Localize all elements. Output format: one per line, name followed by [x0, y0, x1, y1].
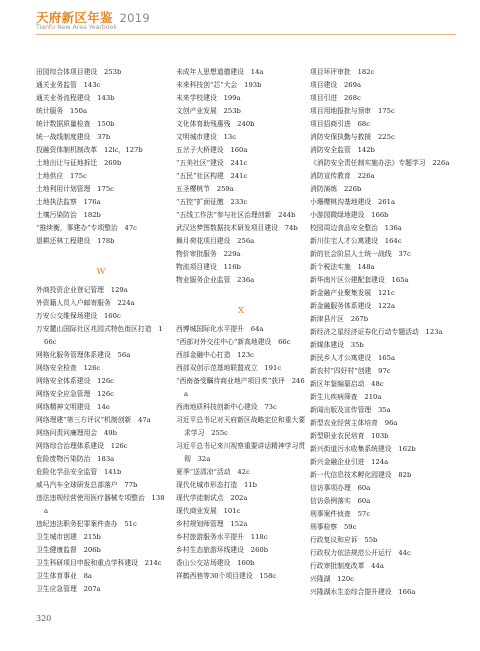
index-entry: 网络问责问廉理用会 49b [36, 429, 117, 437]
index-entry: 新型职业农民培育 103b [310, 432, 389, 440]
index-entry: “西南备受瞩待商业地产项目奖”获评 246a [176, 377, 305, 398]
index-entry: 项目环评审批 182c [310, 68, 375, 76]
page-number: 320 [36, 614, 52, 623]
index-entry: 卫生健康监督 206b [36, 546, 101, 554]
index-entry: 通关业务流程建设 143b [36, 94, 115, 102]
index-entry: 网格化服务管理体系建设 56a [36, 351, 131, 359]
index-entry: 网络安全检查 126c [36, 364, 101, 372]
index-column-3 [310, 66, 450, 599]
index-entry: 万安公交维保场建设 160c [36, 312, 121, 320]
header-rule [36, 34, 456, 35]
index-entry: 万安麓山国际社区兆园式特色街区打造 166c [36, 325, 163, 346]
running-header [36, 8, 456, 38]
index-entry: 统一战线制度建设 37b [36, 133, 111, 141]
section-spacer [36, 248, 166, 266]
index-entry: 新金融服务体系建设 122a [310, 302, 395, 310]
index-entry: 投融资体制机制改革 12lc，127b [36, 146, 143, 154]
index-entry: 项目用地报批与预审 175c [310, 107, 395, 115]
index-column-1 [36, 66, 166, 596]
index-entry: 小游园微绿地建设 166b [310, 211, 389, 219]
index-entry: 田园综合体项目建设 253b [36, 68, 122, 76]
index-entry: 卫生科研项目申报和重点学科建设 214c [36, 559, 162, 567]
index-entry: 五圣樱桃节 259a [176, 185, 234, 193]
section-spacer [176, 287, 306, 305]
index-entry: 刑事检察 59c [310, 523, 357, 531]
index-entry: 文创产业发展 253b [176, 107, 241, 115]
index-entry: 违法违规经营使用医疗器械专项整治 138a [36, 494, 165, 515]
index-entry: 新的社会阶层人士统一战线 37c [310, 250, 411, 258]
index-entry: 网络理建“第三方评议”机制创新 47a [36, 416, 151, 424]
index-entry: 西部双创示范基地联盟成立 191c [176, 364, 282, 372]
index-entry: 西部金融中心打造 123c [176, 351, 254, 359]
index-entry: 土地出让与征地拆迁 269b [36, 159, 122, 167]
index-entry: 退耕还林工程建设 178b [36, 237, 115, 245]
index-entry: 项目招商引进 68c [310, 120, 371, 128]
index-entry: 土地利用计划管理 175c [36, 185, 114, 193]
index-entry: 土地执法监察 176a [36, 198, 101, 206]
index-entry: 危险化学品安全监管 141b [36, 468, 122, 476]
index-entry: 新金融产业聚集发展 121c [310, 289, 395, 297]
index-entry: 外商投资企业登记管理 129a [36, 286, 128, 294]
index-entry: 小珊樱桃沟基地建设 261a [310, 198, 395, 206]
index-entry: 舞月荷花项目建设 256a [176, 237, 255, 245]
index-entry: 新经济之星经济证券化行动专题活动 123a [310, 328, 443, 336]
index-entry: 消防安保执勤与救援 225c [310, 133, 395, 141]
index-entry: 文化体育助残惠残 240b [176, 120, 255, 128]
index-entry: 现代商业发展 101c [176, 507, 241, 515]
index-entry: 物价审批服务 229a [176, 250, 241, 258]
index-entry: 新民乡人才公寓建设 165a [310, 354, 395, 362]
yearbook-subtitle: Tianfu New Area Yearbook [36, 24, 117, 31]
index-entry: 物业服务企业监管 236a [176, 276, 255, 284]
index-entry: 土地供应 175c [36, 172, 87, 180]
index-entry: 乡村生态旅游环线建设 260b [176, 546, 269, 554]
index-entry: 兴隆湖水生态综合提升建设 166a [310, 588, 416, 596]
index-entry: 项目引进 268c [310, 94, 361, 102]
index-entry: “五美社区”建设 241c [176, 159, 248, 167]
index-entry: 违纪违法职务犯罪案件查办 51c [36, 520, 137, 528]
index-entry: 乡村旅游服务水平提升 118c [176, 533, 268, 541]
index-entry: 夏季“送清凉”活动 42c [176, 468, 250, 476]
index-entry: 文明城市建设 13c [176, 133, 237, 141]
index-entry: 统计服务 150a [36, 107, 88, 115]
index-entry: 新型农业经营主体培育 96a [310, 419, 398, 427]
index-entry: 项目建设 269a [310, 81, 362, 89]
index-entry: 新媒体建设 35b [310, 341, 364, 349]
section-letter-heading: X [237, 306, 245, 316]
index-entry: 新区年鉴编纂启动 48c [310, 380, 384, 388]
index-entry: 西南地质科技创新中心建设 73c [176, 403, 277, 411]
index-entry: 信访事项办理 60a [310, 484, 371, 492]
index-entry: 物流项目建设 116b [176, 263, 241, 271]
yearbook-title-text: 天府新区年鉴 [36, 10, 113, 25]
index-entry: 行政复议和应诉 55b [310, 536, 378, 544]
index-entry: 祥鹤西巷等30个项目建设 158c [176, 572, 277, 580]
index-entry: 新津县片区 267b [310, 315, 369, 323]
index-entry: “五控”扩面征缴 233c [176, 198, 248, 206]
index-entry: 未来学校建设 199a [176, 94, 241, 102]
index-entry: 新个税法实施 148a [310, 263, 375, 271]
index-entry: 校园周边食品安全整治 136a [310, 224, 402, 232]
index-entry: 未成年人思想道德建设 14a [176, 68, 264, 76]
index-entry: 网络安全体系建设 126c [36, 377, 114, 385]
section-letter-heading: W [96, 267, 106, 277]
index-entry: 消防演练 226b [310, 185, 362, 193]
index-entry: 网络安全应急管理 126c [36, 390, 114, 398]
index-entry: 新兴街道污水收集系统建设 162b [310, 445, 416, 453]
yearbook-year: 2019 [119, 11, 150, 25]
index-entry: 新华南片区公建配套建设 165a [310, 276, 409, 284]
index-entry: 土壤污染防治 182b [36, 211, 101, 219]
index-entry: 新兴金融企业引进 124a [310, 458, 389, 466]
index-entry: 西博城国际化水平提升 64a [176, 325, 264, 333]
index-entry: 《消防安全责任制实施办法》专题学习 226a [310, 159, 450, 167]
index-entry: 习近平总书记对天府新区战略定位和重大要求学习 255c [176, 416, 306, 437]
index-entry: 卫生应急管理 207a [36, 585, 101, 593]
index-entry: 习近平总书记来川视察重要讲话精神学习贯彻 32a [176, 442, 306, 463]
index-entry: 五岔子大桥建设 160a [176, 146, 248, 154]
index-entry: 行政权力依法规范公开运行 44c [310, 549, 411, 557]
index-entry: 新闻出版及宣传管理 35a [310, 406, 391, 414]
index-entry: 新农村“四好村”创建 97c [310, 367, 391, 375]
index-entry: 信访条例落实 60a [310, 497, 371, 505]
index-entry: 现代化城市形态打造 11b [176, 481, 257, 489]
index-entry: 消防宣传教育 226a [310, 172, 375, 180]
index-entry: “西部对外交往中心”新高地建设 66c [176, 338, 291, 346]
index-entry: 乡村规划师管理 152a [176, 520, 248, 528]
index-entry: 新生儿疾病筛查 210a [310, 393, 382, 401]
index-entry: 外资籍人员入户邮寄服务 224a [36, 299, 135, 307]
index-entry: “五线工作法”参与社区治理创新 244b [176, 211, 296, 219]
index-entry: 网络综合治理体系建设 126c [36, 442, 128, 450]
index-entry: 消防安全监管 142b [310, 146, 375, 154]
index-entry: “推续衡，事建办”专项整治 47c [36, 224, 137, 232]
index-entry: 威马汽车全球研发总部落户 77b [36, 481, 138, 489]
index-entry: 统计数据质量检查 150b [36, 120, 115, 128]
index-entry: 卫生体育事业 8a [36, 572, 92, 580]
index-entry: 香山公交站场建设 160b [176, 559, 255, 567]
index-entry: 卫生城市创建 215b [36, 533, 101, 541]
index-column-2 [176, 66, 306, 583]
index-entry: 通关业务监管 143c [36, 81, 101, 89]
index-entry: 行政审批制度改革 44a [310, 562, 384, 570]
index-entry: 新一代信息技术孵化园建设 82b [310, 471, 412, 479]
index-entry: 危险废物污染防治 183a [36, 455, 115, 463]
index-entry: 刑事案件侦查 57c [310, 510, 371, 518]
index-entry: 兴隆湖 120c [310, 575, 354, 583]
index-entry: 未来科技创“芯”大会 193b [176, 81, 262, 89]
index-entry: 现代学徒制试点 202a [176, 494, 248, 502]
index-entry: 武汉达梦图数据技术研发项目建设 74b [176, 224, 298, 232]
index-entry: “五民”社区构建 241c [176, 172, 248, 180]
index-entry: 新川住宅人才公寓建设 164c [310, 237, 402, 245]
index-entry: 网络精神文明建设 14e [36, 403, 110, 411]
